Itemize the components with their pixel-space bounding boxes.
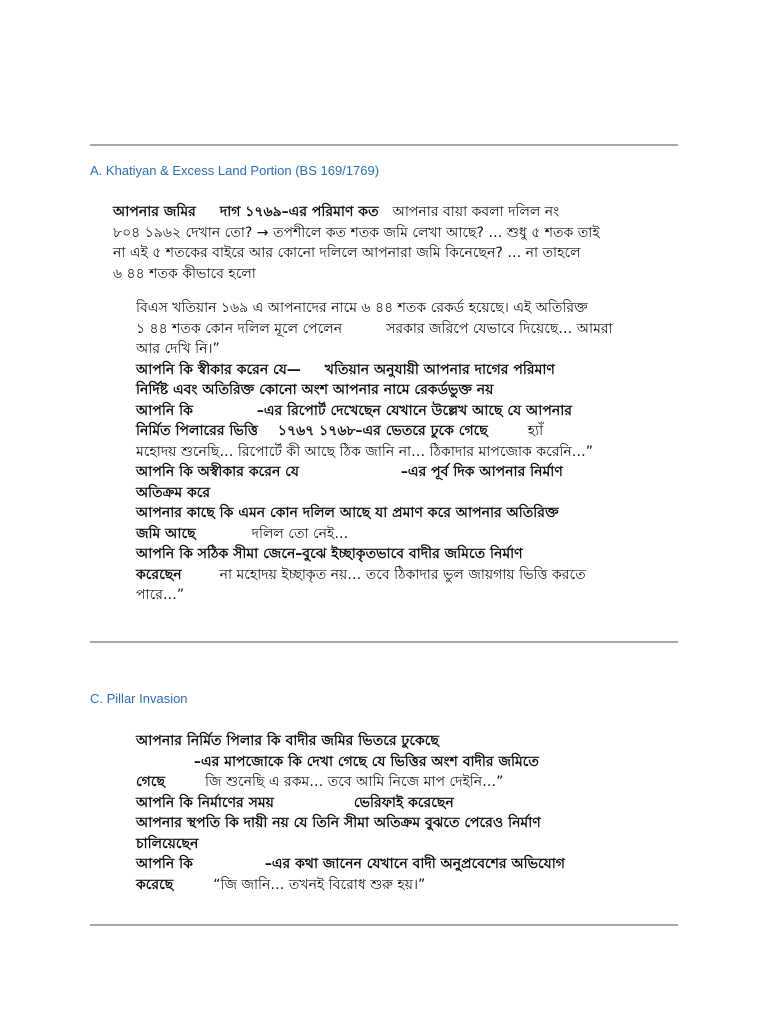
answer-text: “জি জানি… তখনই বিরোধ শুরু হয়।” (213, 876, 426, 893)
section-c-heading: C. Pillar Invasion (90, 691, 188, 706)
body-line (136, 462, 613, 483)
question-text: আপনি কি অস্বীকার করেন যে (136, 464, 299, 480)
body-line (136, 793, 565, 814)
body-line (136, 421, 613, 442)
question-text: ভেরিফাই করেছেন (353, 794, 454, 811)
question-text: আপনি কি নির্মাণের সময় (136, 794, 274, 811)
body-line: পারে…” (136, 587, 185, 603)
section-a-intro (113, 202, 600, 284)
question-text: গেছে (136, 774, 165, 790)
body-line: আপনার নির্মিত পিলার কি বাদীর জমির ভিতরে ঢুকেছে (136, 733, 439, 749)
answer-text: আপনার বায়া কবলা দলিল নং (392, 204, 560, 220)
question-text: করেছেন (136, 566, 182, 583)
body-line: –এর মাপজোকে কি দেখা গেছে যে ভিত্তির অংশ বাদীর জমিতে (194, 753, 539, 770)
body-line (136, 565, 613, 586)
body-line: বিএস খতিয়ান ১৬৯ এ আপনাদের নামে ৬ ৪৪ শতক রেকর্ড হয়েছে। এই অতিরিক্ত (136, 300, 588, 316)
body-line (136, 401, 613, 422)
body-line: চালিয়েছেন (136, 835, 199, 852)
body-line: আপনার কাছে কি এমন কোন দলিল আছে যা প্রমাণ করে আপনার অতিরিক্ত (136, 505, 559, 521)
answer-text: দলিল তো নেই… (251, 525, 349, 542)
section-a-heading: A. Khatiyan & Excess Land Portion (BS 169/1769) (90, 163, 380, 178)
intro-line-4: ৬ ৪৪ শতক কীভাবে হলো (113, 265, 256, 282)
top-divider (90, 144, 678, 146)
body-line: আপনার স্থপতি কি দায়ী নয় যে তিনি সীমা অতিক্রম বুঝতে পেরেও নির্মাণ (136, 815, 541, 831)
body-line: মহোদয় শুনেছি… রিপোর্টে কী আছে ঠিক জানি না… ঠিকাদার মাপজোক করেনি…” (136, 443, 594, 460)
question-text: খতিয়ান অনুযায়ী আপনার দাগের পরিমাণ (324, 361, 555, 378)
question-text: করেছে (136, 876, 174, 893)
body-line (136, 319, 613, 340)
body-line: অতিক্রম করে (136, 484, 211, 501)
question-text: আপনার জমির (113, 204, 196, 220)
body-line: নির্দিষ্ট এবং অতিরিক্ত কোনো অংশ আপনার নামে রেকর্ডভুক্ত নয় (136, 382, 494, 398)
question-text: আপনি কি (136, 402, 193, 419)
answer-text: হ্যাঁ (527, 423, 544, 439)
question-text: –এর কথা জানেন যেখানে বাদী অনুপ্রবেশের অভিযোগ (264, 856, 565, 872)
question-text: আপনি কি স্বীকার করেন যে— (136, 361, 301, 378)
answer-text: জি শুনেছি এ রকম… তবে আমি নিজে মাপ দেইনি…” (204, 774, 504, 790)
body-line: আপনি কি সঠিক সীমা জেনে–বুঝে ইচ্ছাকৃতভাবে বাদীর জমিতে নির্মাণ (136, 546, 523, 562)
body-line (136, 772, 565, 793)
intro-line-1 (113, 202, 600, 223)
intro-line-2: ৮০৪ ১৯৬২ দেখান তো? → তপশীলে কত শতক জমি লেখা আছে? … শুধু ৫ শতক তাই (113, 224, 600, 241)
intro-line-3: না এই ৫ শতকের বাইরে আর কোনো দলিলে আপনারা জমি কিনেছেন? … না তাহলে (113, 245, 581, 261)
body-line (136, 524, 613, 545)
middle-divider (90, 641, 678, 643)
section-c-body (136, 731, 565, 895)
answer-text: না মহোদয় ইচ্ছাকৃত নয়… তবে ঠিকাদার ভুল জায়গায় ভিত্তি করতে (219, 566, 586, 583)
question-text: দাগ ১৭৬৯–এর পরিমাণ কত (219, 204, 379, 220)
answer-text: ১ ৪৪ শতক কোন দলিল মূলে পেলেন (136, 320, 343, 337)
question-text: –এর রিপোর্ট দেখেছেন যেখানে উল্লেখ আছে যে আপনার (256, 402, 572, 419)
body-line (136, 854, 565, 875)
question-text: নির্মিত পিলারের ভিত্তি (136, 423, 258, 439)
answer-text: সরকার জরিপে যেভাবে দিয়েছে… আমরা (386, 320, 613, 337)
body-line (136, 875, 565, 896)
body-line (136, 360, 613, 381)
question-text: জমি আছে (136, 525, 196, 542)
body-line: আর দেখি নি।” (136, 341, 220, 357)
bottom-divider (90, 924, 678, 926)
question-text: ১৭৬৭ ১৭৬৮–এর ভেতরে ঢুকে গেছে (277, 423, 488, 439)
question-text: আপনি কি (136, 856, 193, 872)
section-a-body (136, 298, 613, 606)
question-text: –এর পূর্ব দিক আপনার নির্মাণ (400, 464, 563, 480)
